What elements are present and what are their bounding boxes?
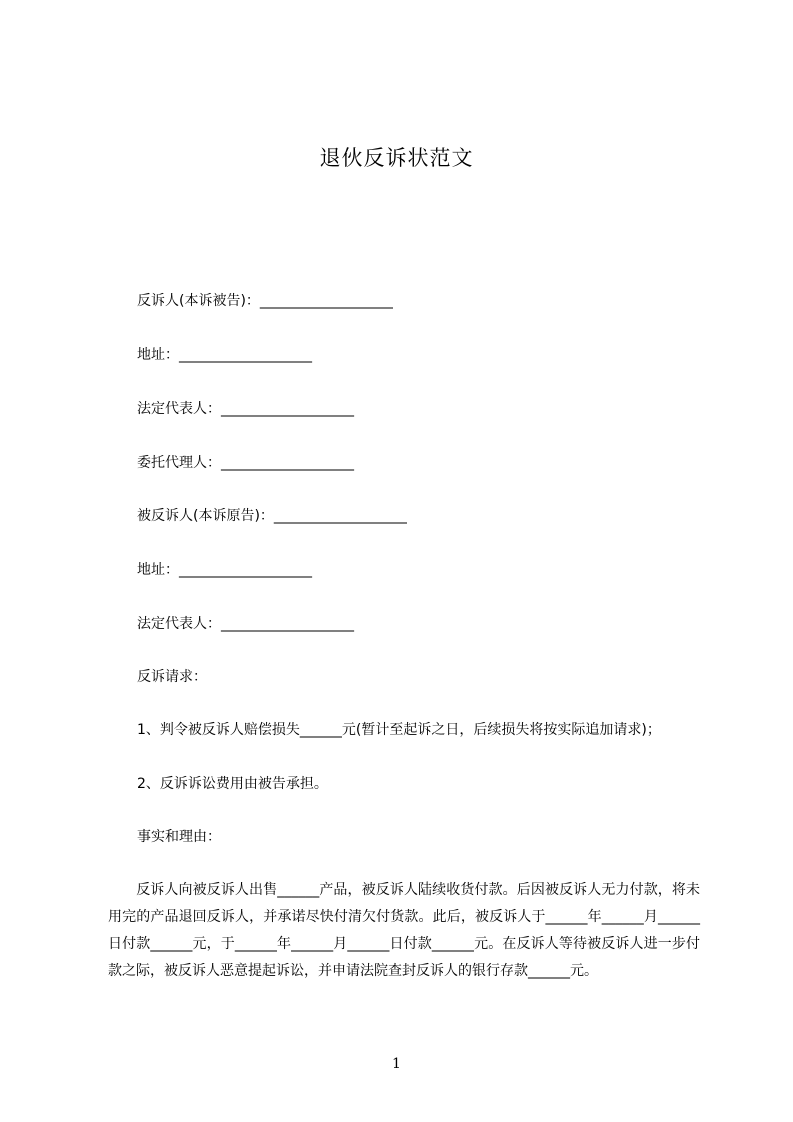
counter-defendant-address-field: 地址：___________________ bbox=[137, 562, 312, 578]
counter-defendant-legal-rep-field: 法定代表人：___________________ bbox=[137, 616, 354, 632]
counter-defendant-field: 被反诉人(本诉原告)：___________________ bbox=[137, 508, 407, 524]
claims-heading: 反诉请求： bbox=[137, 669, 207, 685]
facts-paragraph: 反诉人向被反诉人出售______产品，被反诉人陆续收货付款。后因被反诉人无力付款，将未用完的产品退回反诉人，并承诺尽快付清欠付货款。此后，被反诉人于______年______月______日付款______元，于______年______月______日付款______元。在反诉人等待被反诉人进一步付款之际，被反诉人恶意提起诉讼，并申请法院查封反诉人的银行存款______元。 bbox=[108, 882, 700, 979]
facts-heading: 事实和理由： bbox=[137, 829, 221, 845]
counterclaimant-field: 反诉人(本诉被告)：___________________ bbox=[137, 293, 393, 309]
page-number: 1 bbox=[392, 1056, 401, 1072]
claim-item-2: 2、反诉诉讼费用由被告承担。 bbox=[137, 776, 328, 792]
counterclaimant-address-field: 地址：___________________ bbox=[137, 347, 312, 363]
document-title: 退伙反诉状范文 bbox=[319, 146, 474, 170]
counterclaimant-legal-rep-field: 法定代表人：___________________ bbox=[137, 401, 354, 417]
authorized-agent-field: 委托代理人：___________________ bbox=[137, 455, 354, 471]
claim-item-1: 1、判令被反诉人赔偿损失______元(暂计至起诉之日，后续损失将按实际追加请求)； bbox=[137, 722, 661, 738]
